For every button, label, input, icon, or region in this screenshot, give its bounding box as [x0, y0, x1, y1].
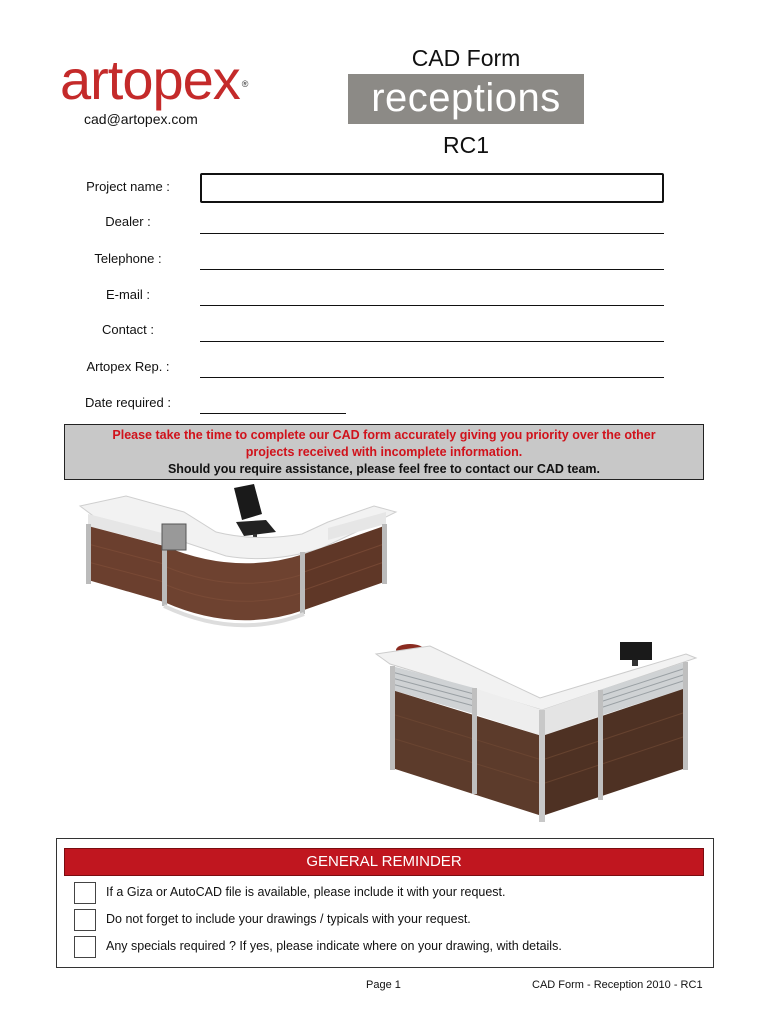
- reminder-checkbox-1[interactable]: [74, 882, 96, 904]
- project-name-label: Project name :: [86, 179, 170, 194]
- curved-reception-desk-image: [66, 484, 406, 660]
- dealer-field[interactable]: [200, 233, 664, 234]
- date-required-field[interactable]: [200, 413, 346, 414]
- reminder-item-3: Any specials required ? If yes, please indicate where on your drawing, with details.: [106, 939, 562, 953]
- dealer-label: Dealer :: [105, 214, 151, 229]
- notice-line-2: projects received with incomplete information.: [245, 445, 523, 459]
- category-banner: receptions: [348, 74, 584, 124]
- telephone-label: Telephone :: [94, 251, 162, 266]
- form-title: CAD Form: [411, 45, 521, 71]
- contact-field[interactable]: [200, 341, 664, 342]
- general-reminder-title: GENERAL REMINDER: [64, 848, 704, 876]
- reminder-checkbox-3[interactable]: [74, 936, 96, 958]
- project-name-field[interactable]: [200, 173, 664, 203]
- email-label: E-mail :: [105, 287, 151, 302]
- logo-text: artopex: [60, 48, 240, 111]
- reminder-checkbox-2[interactable]: [74, 909, 96, 931]
- telephone-field[interactable]: [200, 269, 664, 270]
- date-required-label: Date required :: [85, 395, 171, 410]
- page-number: Page 1: [366, 979, 401, 991]
- artopex-rep-label: Artopex Rep. :: [86, 359, 170, 374]
- reminder-item-1: If a Giza or AutoCAD file is available, please include it with your request.: [106, 885, 506, 899]
- contact-email: cad@artopex.com: [84, 111, 198, 127]
- notice-box: [64, 424, 704, 480]
- artopex-rep-field[interactable]: [200, 377, 664, 378]
- email-field[interactable]: [200, 305, 664, 306]
- notice-line-3: Should you require assistance, please feel free to contact our CAD team.: [167, 462, 601, 476]
- l-shaped-reception-desk-image: [370, 640, 700, 830]
- artopex-logo: [60, 48, 248, 111]
- document-title-footer: CAD Form - Reception 2010 - RC1: [532, 979, 703, 991]
- reminder-item-2: Do not forget to include your drawings / typicals with your request.: [106, 912, 471, 926]
- notice-line-1: Please take the time to complete our CAD form accurately giving you priority over the other: [112, 428, 656, 442]
- registered-mark: ®: [241, 79, 248, 89]
- contact-label: Contact :: [101, 322, 155, 337]
- model-code: RC1: [442, 132, 489, 158]
